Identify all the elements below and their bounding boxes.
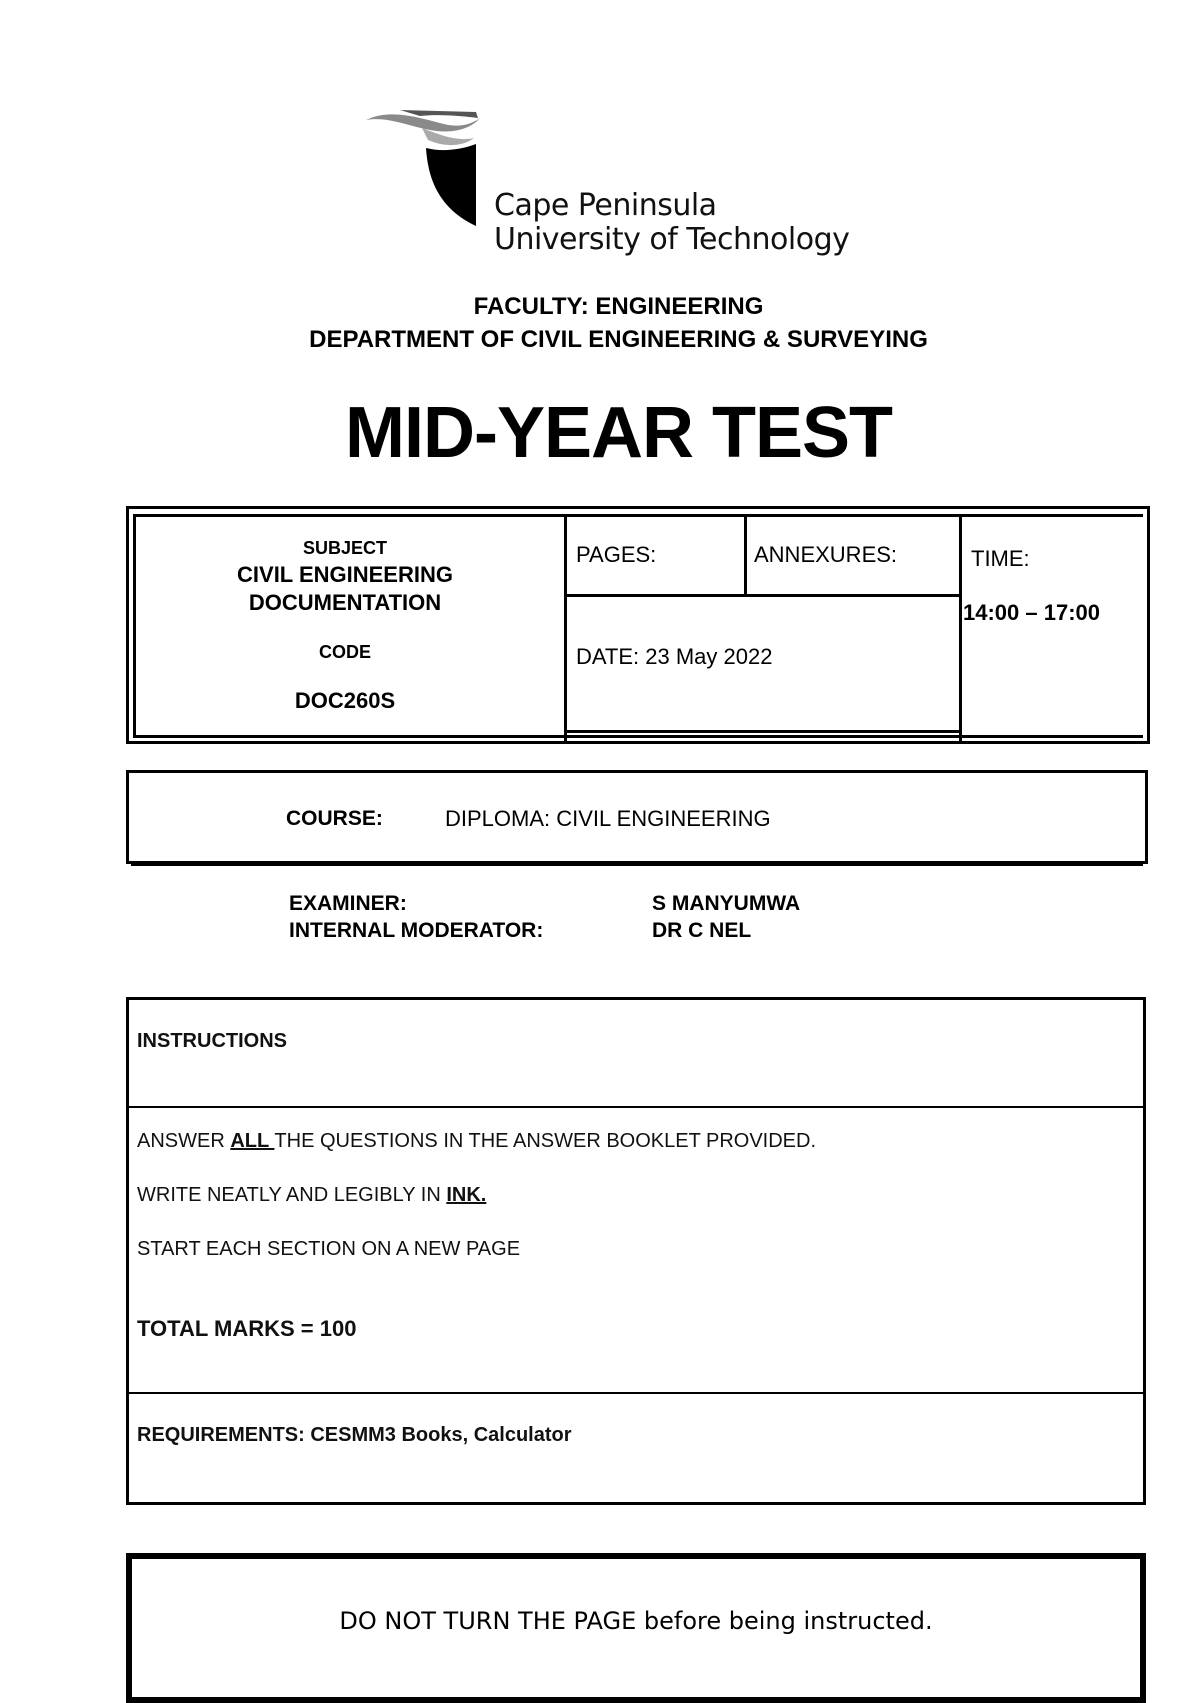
- exam-time: 14:00 – 17:00: [963, 600, 1100, 625]
- university-logo: [360, 108, 880, 268]
- annexures-label: ANNEXURES:: [754, 542, 898, 567]
- requirements: REQUIREMENTS: CESMM3 Books, Calculator: [137, 1424, 572, 1446]
- time-label: TIME:: [971, 546, 1030, 571]
- exam-date: DATE: 23 May 2022: [576, 644, 773, 669]
- instruction-1-pre: ANSWER: [137, 1130, 231, 1152]
- faculty-heading: FACULTY: ENGINEERING: [473, 293, 764, 320]
- instruction-1-post: THE QUESTIONS IN THE ANSWER BOOKLET PROVIDED.: [274, 1130, 817, 1152]
- divider: [129, 1392, 1143, 1394]
- instruction-2-pre: WRITE NEATLY AND LEGIBLY IN: [137, 1184, 447, 1206]
- logo-text-line1: Cape Peninsula: [494, 188, 717, 223]
- department-heading: DEPARTMENT OF CIVIL ENGINEERING & SURVEYING: [309, 326, 928, 353]
- details-table: [126, 506, 1150, 744]
- warning-box: [126, 1553, 1146, 1703]
- instruction-1-emphasis: ALL: [230, 1130, 275, 1152]
- warning-text: DO NOT TURN THE PAGE before being instructed.: [339, 1607, 933, 1635]
- code-label: CODE: [318, 642, 371, 662]
- cput-logo-icon: [360, 108, 490, 228]
- instruction-1: [137, 1130, 816, 1153]
- pages-label: PAGES:: [576, 542, 657, 567]
- subject-code: DOC260S: [294, 688, 396, 713]
- subject-label: SUBJECT: [302, 538, 387, 558]
- page-title: MID-YEAR TEST: [344, 393, 892, 473]
- examiner-label: EXAMINER:: [289, 892, 407, 915]
- logo-text-line2: University of Technology: [494, 222, 850, 257]
- divider: [129, 1106, 1143, 1108]
- course-label: COURSE:: [286, 807, 383, 830]
- examiner-name: S MANYUMWA: [652, 892, 801, 915]
- moderator-label: INTERNAL MODERATOR:: [289, 919, 544, 942]
- course-box: [126, 770, 1148, 864]
- instructions-heading: INSTRUCTIONS: [137, 1030, 287, 1052]
- instruction-2: [137, 1184, 486, 1207]
- subject-line2: DOCUMENTATION: [248, 590, 442, 615]
- instruction-2-emphasis: INK.: [446, 1184, 487, 1206]
- total-marks: TOTAL MARKS = 100: [137, 1316, 357, 1341]
- course-value: DIPLOMA: CIVIL ENGINEERING: [445, 806, 771, 831]
- moderator-name: DR C NEL: [652, 919, 752, 942]
- instruction-3: START EACH SECTION ON A NEW PAGE: [137, 1238, 521, 1260]
- instructions-box: [126, 997, 1146, 1505]
- subject-line1: CIVIL ENGINEERING: [237, 562, 453, 587]
